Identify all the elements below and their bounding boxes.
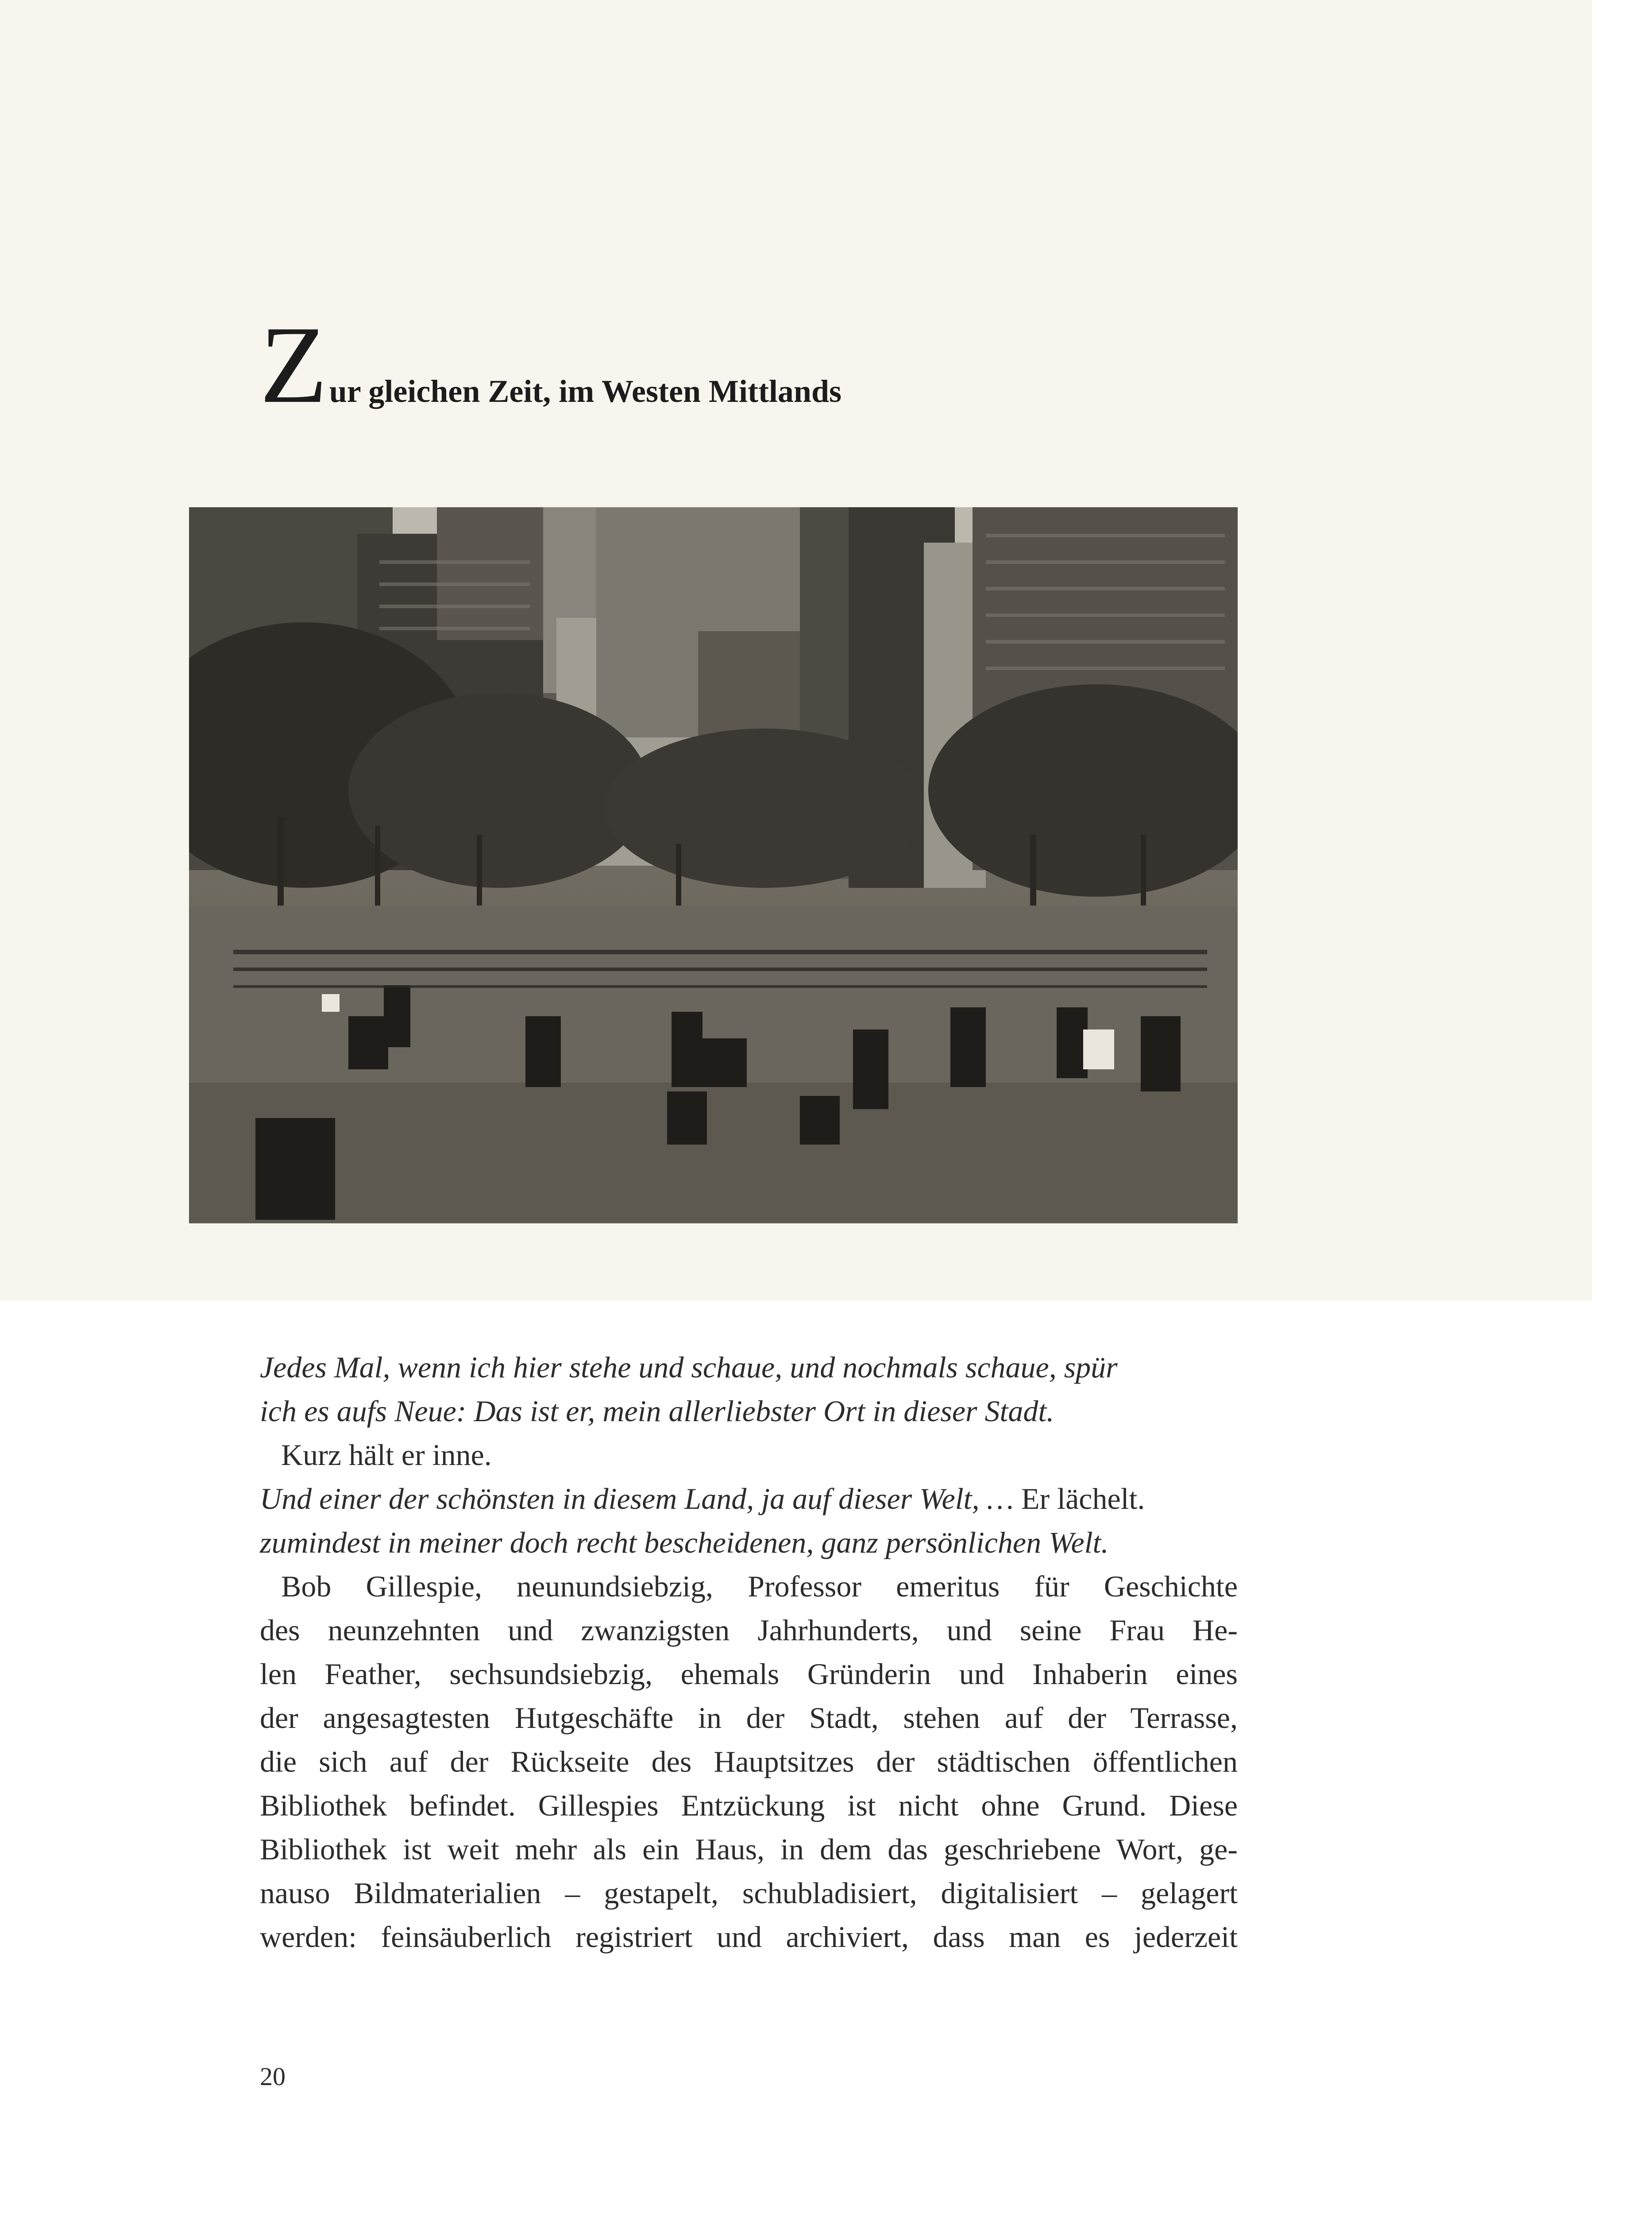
- text-line-mixed: [260, 1477, 1238, 1521]
- text-line: Kurz hält er inne.: [281, 1438, 492, 1472]
- text-line-italic: Und einer der schönsten in diesem Land, ja auf dieser Welt, …: [260, 1482, 1014, 1515]
- text-line-roman: Er lächelt.: [1021, 1482, 1145, 1515]
- text-line: werden: feinsäuberlich registriert und archiviert, dass man es jederzeit: [260, 1920, 1238, 1954]
- park-photo-icon: [189, 507, 1238, 1223]
- text-line: zumindest in meiner doch recht bescheidenen, ganz persönlichen Welt.: [260, 1526, 1109, 1559]
- chapter-heading: [260, 304, 1588, 426]
- text-line: Bibliothek befindet. Gillespies Entzückung ist nicht ohne Grund. Diese: [260, 1789, 1238, 1822]
- heading-initial: Z: [260, 304, 328, 426]
- text-line: die sich auf der Rückseite des Hauptsitzes der städtischen öffentlichen: [260, 1745, 1238, 1778]
- text-line: ich es aufs Neue: Das ist er, mein allerliebster Ort in dieser Stadt.: [260, 1394, 1054, 1428]
- text-line: des neunzehnten und zwanzigsten Jahrhunderts, und seine Frau He-: [260, 1613, 1238, 1647]
- park-photo: [189, 507, 1238, 1223]
- page-number: 20: [260, 2062, 286, 2091]
- text-line: Jedes Mal, wenn ich hier stehe und schaue, und nochmals schaue, spür: [260, 1350, 1118, 1384]
- text-line: der angesagtesten Hutgeschäfte in der Stadt, stehen auf der Terrasse,: [260, 1701, 1238, 1735]
- text-line: Bob Gillespie, neunundsiebzig, Professor emeritus für Geschichte: [281, 1569, 1238, 1603]
- text-line: nauso Bildmaterialien – gestapelt, schubladisiert, digitalisiert – gelagert: [260, 1876, 1238, 1910]
- body-text: [260, 1346, 1238, 1959]
- heading-text: ur gleichen Zeit, im Westen Mittlands: [329, 374, 842, 409]
- text-line: Bibliothek ist weit mehr als ein Haus, in dem das geschriebene Wort, ge-: [260, 1832, 1238, 1866]
- text-line: len Feather, sechsundsiebzig, ehemals Gründerin und Inhaberin eines: [260, 1657, 1238, 1691]
